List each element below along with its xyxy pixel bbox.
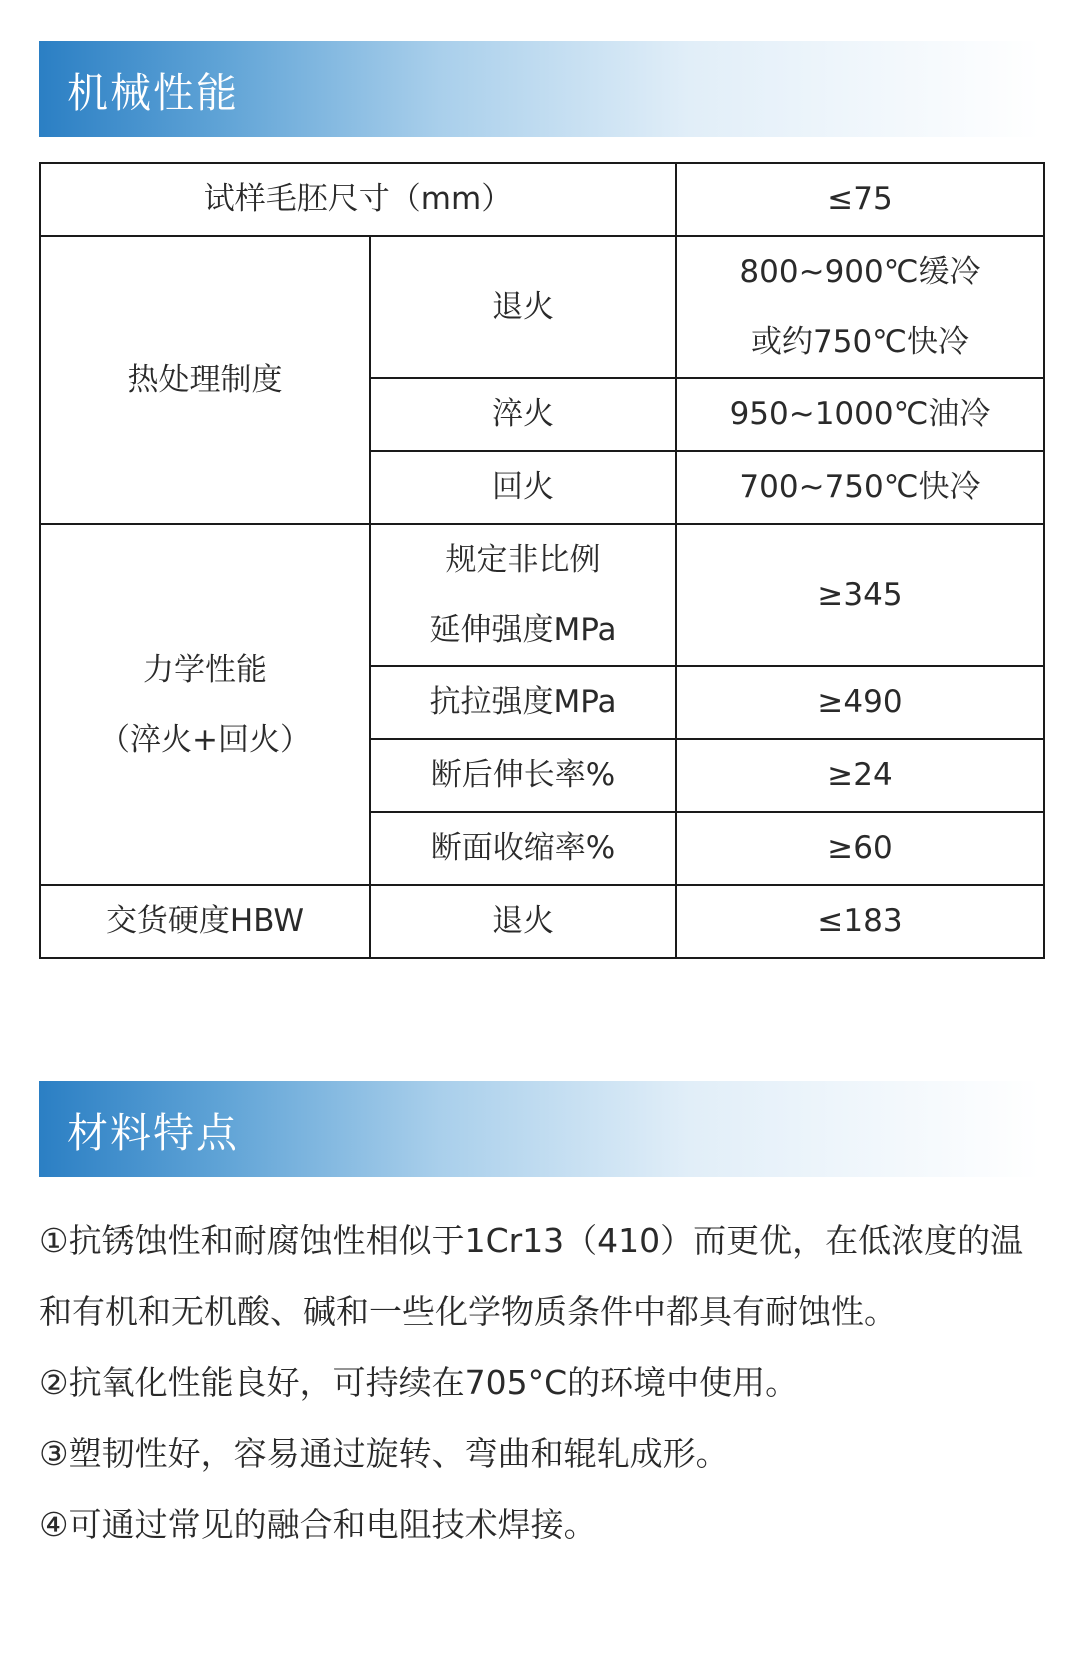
group-label: 热处理制度	[40, 236, 370, 524]
row-value: ≥345	[676, 524, 1044, 666]
row-value: ≥490	[676, 666, 1044, 739]
row-condition: 退火	[370, 885, 676, 958]
row-value: 700~750℃快冷	[676, 451, 1044, 524]
row-label: 淬火	[370, 378, 676, 451]
section-title: 材料特点	[67, 1108, 239, 1157]
label-line: 规定非比例	[445, 542, 601, 578]
row-label: 回火	[370, 451, 676, 524]
mechanical-properties-table	[39, 162, 1045, 959]
value-line: 800~900℃缓冷	[739, 254, 981, 290]
row-label: 断后伸长率%	[370, 739, 676, 812]
feature-item: ②抗氧化性能良好，可持续在705°C的环境中使用。	[39, 1363, 799, 1402]
table-row	[40, 524, 1044, 666]
row-label	[370, 524, 676, 666]
row-label: 抗拉强度MPa	[370, 666, 676, 739]
section-header-features	[39, 1081, 1040, 1177]
feature-item: ③塑韧性好，容易通过旋转、弯曲和辊轧成形。	[39, 1434, 729, 1473]
row-label: 试样毛胚尺寸（mm）	[40, 163, 676, 236]
label-line: 延伸强度MPa	[429, 612, 617, 648]
value-line: 或约750℃快冷	[751, 324, 969, 360]
group-label	[40, 524, 370, 885]
row-value: ≤183	[676, 885, 1044, 958]
row-value: ≥24	[676, 739, 1044, 812]
group-label-line: 力学性能	[143, 651, 267, 688]
row-value: ≥60	[676, 812, 1044, 885]
row-value	[676, 236, 1044, 378]
section-title: 机械性能	[67, 68, 239, 117]
row-label: 交货硬度HBW	[40, 885, 370, 958]
table-row	[40, 163, 1044, 236]
table-row	[40, 885, 1044, 958]
group-label-line: （淬火+回火）	[99, 721, 311, 758]
feature-item: ④可通过常见的融合和电阻技术焊接。	[39, 1505, 597, 1544]
section-header-mechanical	[39, 41, 1040, 137]
table-row	[40, 236, 1044, 378]
features-list	[39, 1205, 1049, 1560]
row-label: 断面收缩率%	[370, 812, 676, 885]
feature-item: ①抗锈蚀性和耐腐蚀性相似于1Cr13（410）而更优，在低浓度的温和有机和无机酸、碱和一些化学物质条件中都具有耐蚀性。	[39, 1221, 1024, 1331]
row-value: ≤75	[676, 163, 1044, 236]
row-value: 950~1000℃油冷	[676, 378, 1044, 451]
row-label: 退火	[370, 236, 676, 378]
